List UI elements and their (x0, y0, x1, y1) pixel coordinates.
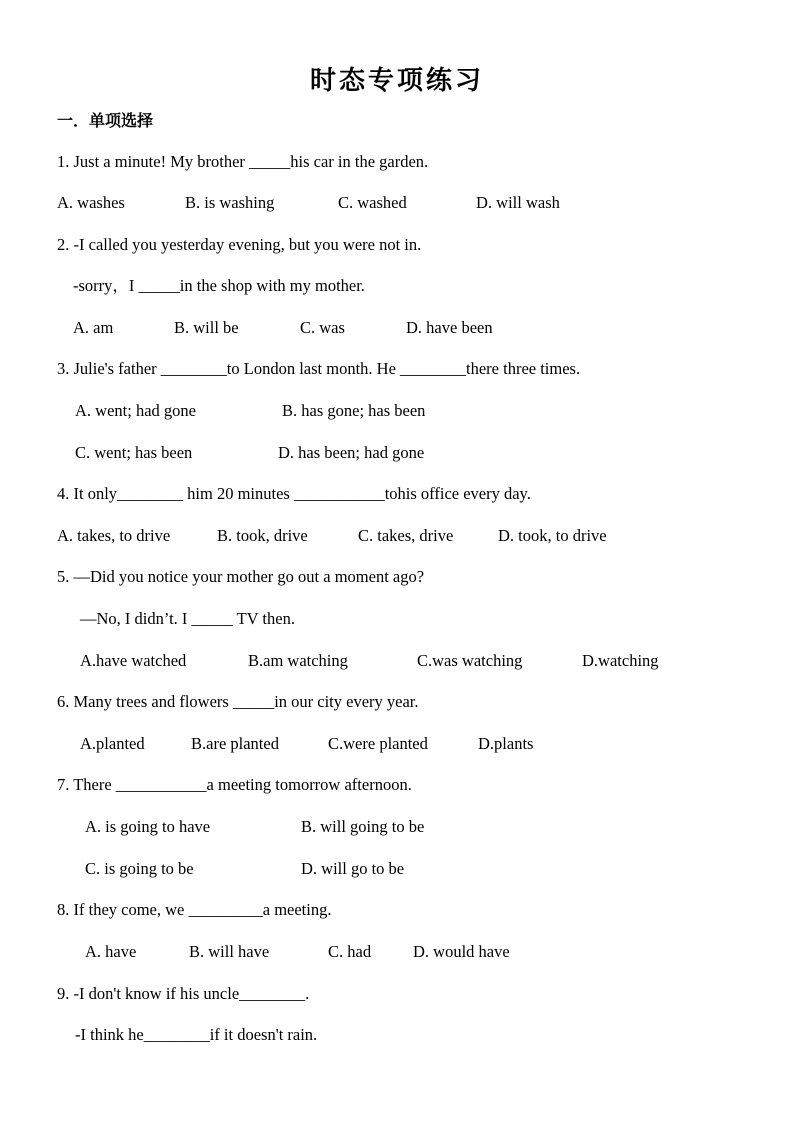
q4-option-c: C. takes, drive (358, 526, 454, 545)
q6-option-c: C.were planted (328, 734, 428, 753)
section-heading: 一．单项选择 (57, 111, 154, 130)
q7-option-a: A. is going to have (85, 817, 211, 836)
q4-option-d: D. took, to drive (498, 526, 607, 545)
question-3: 3. Julie's father ________to London last month. He ________there three times. (57, 359, 581, 378)
q8-option-b: B. will have (189, 942, 270, 961)
q4-option-b: B. took, drive (217, 526, 308, 545)
question-9: 9. -I don't know if his uncle________. (57, 984, 310, 1003)
q3-option-c: C. went; has been (75, 443, 193, 462)
question-5-reply: —No, I didn’t. I _____ TV then. (80, 609, 295, 628)
q5-option-d: D.watching (582, 651, 659, 670)
q8-option-c: C. had (328, 942, 372, 961)
q5-option-b: B.am watching (248, 651, 348, 670)
q6-option-d: D.plants (478, 734, 534, 753)
q7-option-b: B. will going to be (301, 817, 425, 836)
q1-option-a: A. washes (57, 193, 125, 212)
question-7: 7. There ___________a meeting tomorrow afternoon. (57, 775, 412, 794)
q2-option-a: A. am (73, 318, 114, 337)
q4-option-a: A. takes, to drive (57, 526, 171, 545)
question-4: 4. It only________ him 20 minutes ___________tohis office every day. (57, 484, 531, 503)
question-6: 6. Many trees and flowers _____in our city every year. (57, 692, 419, 711)
q7-option-c: C. is going to be (85, 859, 194, 878)
page-title: 时态专项练习 (309, 66, 484, 96)
question-8: 8. If they come, we _________a meeting. (57, 900, 332, 919)
q3-option-d: D. has been; had gone (278, 443, 425, 462)
q2-option-c: C. was (300, 318, 345, 337)
q1-option-c: C. washed (338, 193, 407, 212)
q5-option-a: A.have watched (80, 651, 187, 670)
q6-option-a: A.planted (80, 734, 145, 753)
q2-option-d: D. have been (406, 318, 493, 337)
q2-option-b: B. will be (174, 318, 239, 337)
q5-option-c: C.was watching (417, 651, 523, 670)
q1-option-d: D. will wash (476, 193, 560, 212)
q6-option-b: B.are planted (191, 734, 279, 753)
q3-option-a: A. went; had gone (75, 401, 196, 420)
question-9-reply: -I think he________if it doesn't rain. (75, 1025, 318, 1044)
question-1: 1. Just a minute! My brother _____his car in the garden. (57, 152, 429, 171)
q8-option-a: A. have (85, 942, 137, 961)
question-5: 5. —Did you notice your mother go out a moment ago? (57, 567, 425, 586)
q3-option-b: B. has gone; has been (282, 401, 426, 420)
q7-option-d: D. will go to be (301, 859, 405, 878)
q1-option-b: B. is washing (185, 193, 275, 212)
question-2: 2. -I called you yesterday evening, but you were not in. (57, 235, 422, 254)
question-2-reply: -sorry，I _____in the shop with my mother. (73, 276, 365, 295)
q8-option-d: D. would have (413, 942, 510, 961)
